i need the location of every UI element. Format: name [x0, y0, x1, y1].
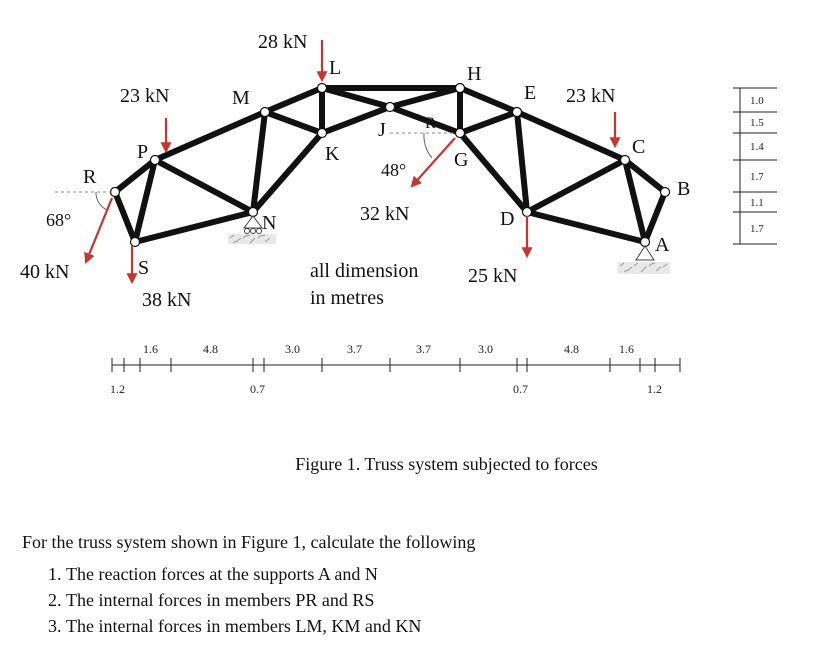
joint-G: [456, 129, 465, 138]
joint-N: [249, 208, 258, 217]
member-PN: [155, 160, 253, 212]
member-GE: [460, 112, 517, 133]
hdim-8: 1.6: [619, 342, 634, 356]
joint-C: [621, 156, 630, 165]
joint-label-E: E: [524, 82, 537, 104]
vdim-5: 1.1: [750, 197, 764, 209]
load-arrow-r: [86, 198, 112, 262]
vdim-6: 1.7: [750, 223, 764, 235]
joint-label-A: A: [655, 234, 670, 256]
load-arrows: [86, 40, 615, 282]
member-ML: [265, 88, 322, 112]
load-label-l: 28 kN: [258, 31, 308, 53]
hdim-b4: 1.2: [647, 382, 662, 396]
load-label-g: 32 kN: [360, 203, 410, 225]
joint-label-J: J: [378, 119, 386, 141]
r-angle-arc: [96, 192, 107, 210]
member-MK: [265, 112, 322, 133]
member-DA: [527, 212, 645, 242]
joint-E: [513, 108, 522, 117]
joint-label-P: P: [137, 141, 149, 163]
vdim-1: 1.0: [750, 95, 764, 107]
load-arrow-g: [412, 138, 455, 186]
joint-L: [318, 84, 327, 93]
hdim-b2: 0.7: [250, 382, 265, 396]
joint-label-D: D: [500, 208, 515, 230]
member-EC: [517, 112, 625, 160]
load-label-d: 25 kN: [468, 265, 518, 287]
vdim-4: 1.7: [750, 171, 764, 183]
member-ED: [517, 112, 527, 212]
hdim-2: 4.8: [203, 342, 218, 356]
hdim-4: 3.7: [347, 342, 362, 356]
hdim-1: 1.6: [143, 342, 158, 356]
hdim-b1: 1.2: [110, 382, 125, 396]
vertical-dim-labels: [750, 95, 764, 235]
hdim-7: 4.8: [564, 342, 579, 356]
load-label-s: 38 kN: [142, 289, 192, 311]
joint-B: [661, 188, 670, 197]
load-label-e: 23 kN: [566, 85, 616, 107]
horizontal-dim-labels-top: [143, 342, 634, 356]
joint-label-G: G: [454, 149, 469, 171]
question-item-3: 3. The internal forces in members LM, KM and KN: [66, 615, 475, 637]
vertical-dimensions: [733, 88, 777, 244]
question-list: [22, 563, 475, 637]
question-intro: For the truss system shown in Figure 1, calculate the following: [22, 532, 476, 552]
joint-label-N: N: [262, 212, 277, 234]
load-label-r: 40 kN: [20, 261, 70, 283]
joint-label-R: R: [83, 166, 97, 188]
member-GD: [460, 133, 527, 212]
hdim-3: 3.0: [285, 342, 300, 356]
hdim-5: 3.7: [416, 342, 431, 356]
joint-J: [386, 103, 395, 112]
figure-caption: Figure 1. Truss system subjected to forces: [295, 454, 598, 474]
joint-K: [318, 129, 327, 138]
joint-S: [131, 238, 140, 247]
joint-D: [523, 208, 532, 217]
angle-label-r: 68°: [46, 210, 72, 230]
member-HE: [460, 88, 517, 112]
joint-label-S: S: [138, 257, 150, 279]
horizontal-dim-labels-bottom: [110, 382, 662, 396]
member-RS: [115, 192, 135, 242]
units-note-line1: all dimension: [310, 260, 419, 282]
vdim-2: 1.5: [750, 117, 764, 129]
units-note-line2: in metres: [310, 287, 384, 309]
question-block: [22, 532, 475, 641]
joint-label-L: L: [329, 57, 342, 79]
joint-label-K: K: [325, 143, 340, 165]
joint-label-C: C: [632, 136, 646, 158]
joint-M: [261, 108, 270, 117]
load-label-p: 23 kN: [120, 85, 170, 107]
question-item-1: 1. The reaction forces at the supports A and N: [66, 563, 475, 585]
vdim-3: 1.4: [750, 141, 764, 153]
member-PM: [155, 112, 265, 160]
hdim-6: 3.0: [478, 342, 493, 356]
g-angle-arc: [424, 133, 432, 158]
horizontal-dimensions: [112, 358, 680, 372]
joint-label-H: H: [467, 63, 482, 85]
angle-label-g: 48°: [381, 160, 407, 180]
joint-P: [151, 156, 160, 165]
joint-label-R-upper: R: [425, 115, 436, 132]
joint-label-B: B: [677, 178, 691, 200]
hdim-b3: 0.7: [513, 382, 528, 396]
joint-H: [456, 84, 465, 93]
member-DC: [527, 160, 625, 212]
question-item-2: 2. The internal forces in members PR and RS: [66, 589, 475, 611]
joint-label-M: M: [232, 87, 250, 109]
